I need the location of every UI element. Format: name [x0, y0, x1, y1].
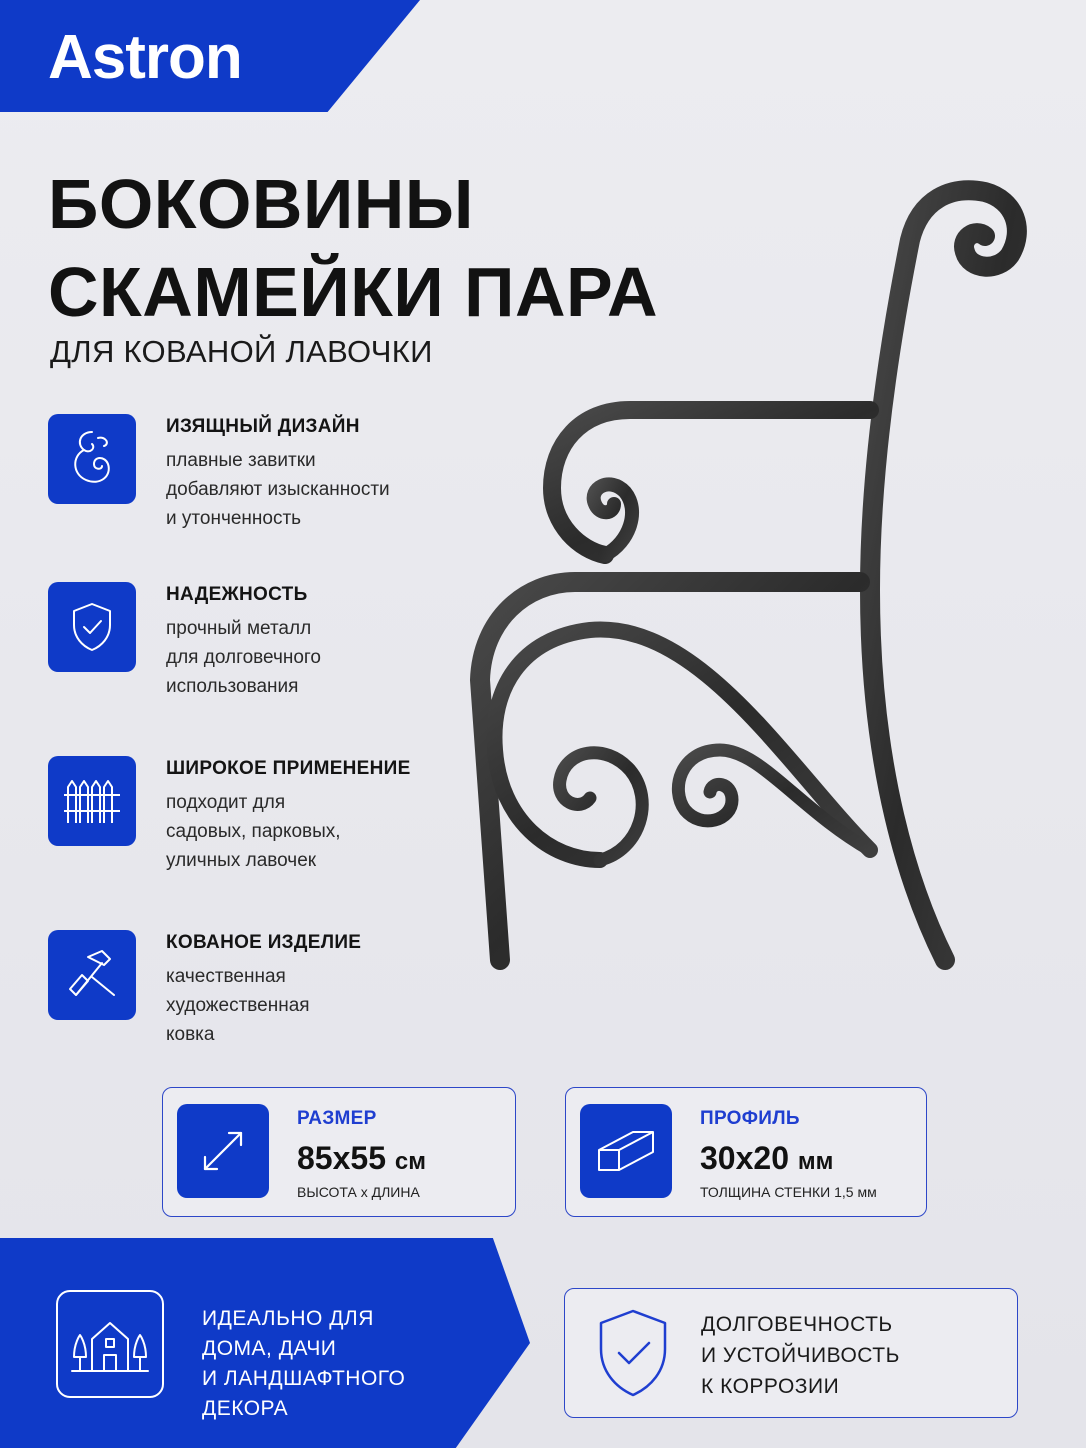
feature-line: и утонченность [166, 508, 302, 529]
bottom-right-line: К КОРРОЗИИ [701, 1375, 840, 1398]
feature-line: плавные завитки [166, 450, 316, 471]
bottom-left-line: ИДЕАЛЬНО ДЛЯ [202, 1307, 374, 1330]
feature-application [48, 756, 468, 906]
spec-label: РАЗМЕР [297, 1108, 377, 1129]
bottom-right-line: И УСТОЙЧИВОСТЬ [701, 1344, 900, 1367]
feature-line: уличных лавочек [166, 850, 317, 871]
resize-arrows-icon [177, 1104, 269, 1198]
title-line-1: БОКОВИНЫ [48, 165, 474, 243]
bottom-left-line: И ЛАНДШАФТНОГО [202, 1367, 406, 1390]
feature-design [48, 414, 468, 564]
bench-side-image [440, 170, 1060, 990]
spec-number: 30x20 [700, 1140, 789, 1176]
feature-line: использования [166, 676, 299, 697]
shield-check-outline-icon [593, 1305, 673, 1401]
feature-line: добавляют изысканности [166, 479, 390, 500]
feature-title: ШИРОКОЕ ПРИМЕНЕНИЕ [166, 758, 411, 779]
feature-title: НАДЕЖНОСТЬ [166, 584, 308, 605]
spec-note: ТОЛЩИНА СТЕНКИ 1,5 мм [700, 1184, 877, 1200]
spec-size-card [162, 1087, 516, 1217]
bottom-right-card [564, 1288, 1018, 1418]
feature-description [166, 962, 466, 1049]
brand-logo-text: Astron [48, 23, 242, 92]
bottom-left-line: ДОМА, ДАЧИ [202, 1337, 337, 1360]
feature-line: художественная [166, 995, 310, 1016]
feature-title: КОВАНОЕ ИЗДЕЛИЕ [166, 932, 362, 953]
spec-value [700, 1140, 833, 1177]
feature-reliability [48, 582, 468, 732]
spec-note: ВЫСОТА х ДЛИНА [297, 1184, 420, 1200]
feature-line: качественная [166, 966, 286, 987]
bottom-left-text [202, 1304, 405, 1424]
spec-profile-card [565, 1087, 927, 1217]
title-line-2: СКАМЕЙКИ ПАРА [48, 253, 659, 331]
feature-line: подходит для [166, 792, 286, 813]
feature-line: для долговечного [166, 647, 321, 668]
feature-title: ИЗЯЩНЫЙ ДИЗАЙН [166, 416, 360, 437]
feature-line: прочный металл [166, 618, 312, 639]
feature-forged [48, 930, 468, 1080]
profile-bar-icon [580, 1104, 672, 1198]
hammer-icon [48, 930, 136, 1020]
house-trees-icon [56, 1290, 164, 1398]
feature-line: ковка [166, 1024, 215, 1045]
feature-description [166, 446, 466, 533]
spec-value [297, 1140, 426, 1177]
product-subtitle: ДЛЯ КОВАНОЙ ЛАВОЧКИ [50, 334, 433, 369]
spec-number: 85x55 [297, 1140, 386, 1176]
bottom-left-line: ДЕКОРА [202, 1397, 289, 1420]
spec-unit: мм [797, 1148, 834, 1175]
feature-description [166, 788, 466, 875]
spec-label: ПРОФИЛЬ [700, 1108, 800, 1129]
feature-line: садовых, парковых, [166, 821, 341, 842]
shield-check-icon [48, 582, 136, 672]
spec-unit: см [394, 1148, 426, 1175]
bottom-right-line: ДОЛГОВЕЧНОСТЬ [701, 1313, 893, 1336]
fence-icon [48, 756, 136, 846]
feature-description [166, 614, 466, 701]
swirl-icon [48, 414, 136, 504]
bottom-right-text [701, 1309, 900, 1402]
